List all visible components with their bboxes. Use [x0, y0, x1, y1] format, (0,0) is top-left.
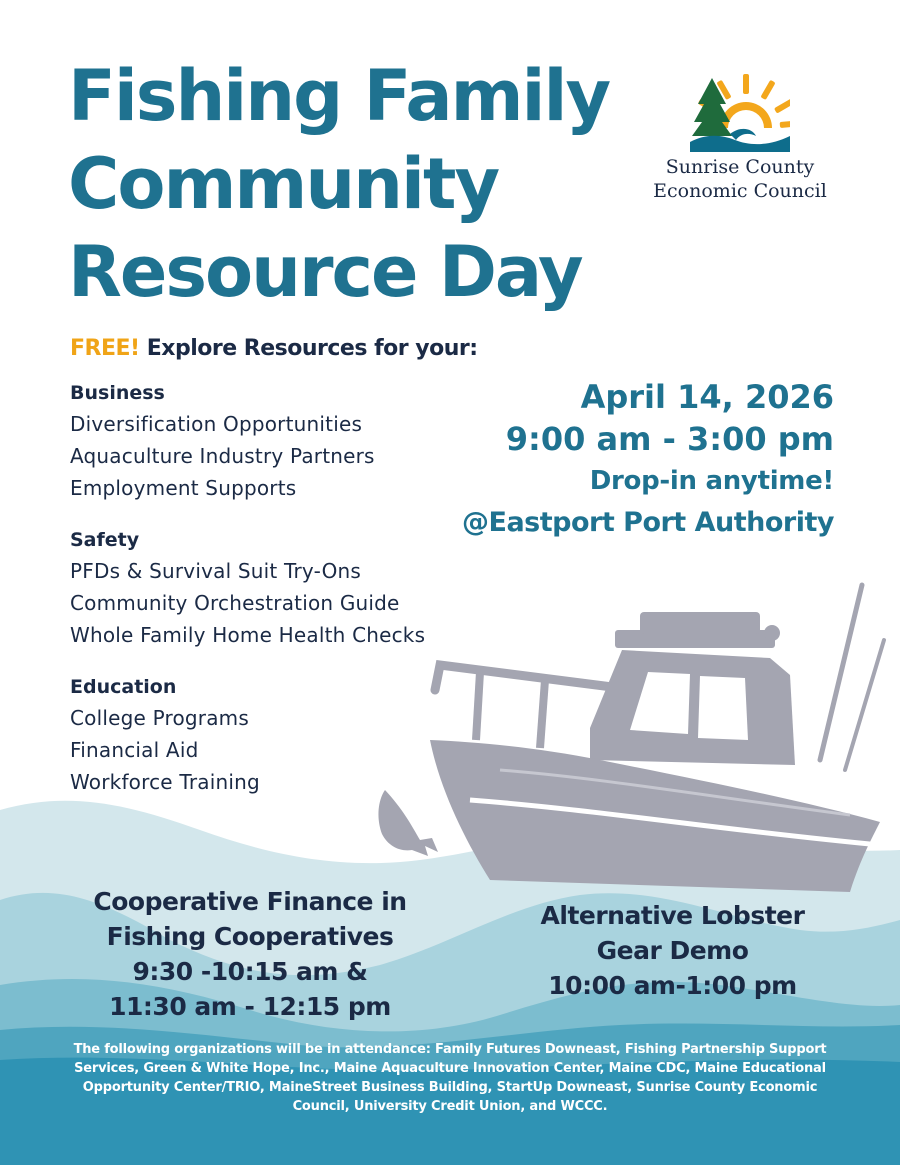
event-details: [462, 376, 834, 544]
list-item: Diversification Opportunities: [70, 412, 363, 436]
organization-name: [640, 155, 840, 203]
session-line: 11:30 am - 12:15 pm: [109, 992, 391, 1021]
organization-logo: [640, 70, 840, 210]
list-item: College Programs: [70, 706, 249, 730]
organization-name-line: Sunrise County: [665, 156, 815, 178]
list-item: Workforce Training: [70, 770, 260, 794]
event-time: 9:00 am - 3:00 pm: [505, 420, 834, 458]
page-title: [68, 52, 668, 316]
session-line: Fishing Cooperatives: [106, 922, 394, 951]
session-lobster-gear-demo: [500, 898, 845, 1003]
list-item: Employment Supports: [70, 476, 297, 500]
explore-text: Explore Resources for your:: [146, 336, 478, 361]
event-venue: @Eastport Port Authority: [462, 507, 834, 538]
list-item: Community Orchestration Guide: [70, 591, 400, 615]
title-line: Resource Day: [68, 231, 582, 313]
fish-icon: [378, 790, 438, 856]
list-item: Aquaculture Industry Partners: [70, 444, 375, 468]
title-line: Community: [68, 143, 499, 225]
category-heading: Education: [70, 676, 177, 698]
explore-heading: [70, 336, 478, 361]
title-line: Fishing Family: [68, 55, 610, 137]
organizations-list: The following organizations will be in attendance: Family Futures Downeast, Fishing Partnership Support Services, Green & White Hope, Inc., Maine Aquaculture Innovation Center, Maine CDC, Maine Educational Opportunity Center/TRIO, MaineStreet Business Building, StartUp Downeast, Sunrise County Economic Council, University Credit Union, and WCCC.: [73, 1042, 827, 1114]
free-label: FREE!: [70, 336, 140, 361]
session-line: Cooperative Finance in: [93, 887, 407, 916]
category-business: [70, 378, 490, 504]
session-line: 9:30 -10:15 am &: [132, 957, 368, 986]
session-line: 10:00 am-1:00 pm: [548, 971, 797, 1000]
organization-name-line: Economic Council: [653, 180, 827, 202]
session-cooperative-finance: [60, 884, 440, 1024]
category-education: [70, 672, 490, 798]
event-dropin: Drop-in anytime!: [589, 466, 834, 496]
list-item: PFDs & Survival Suit Try-Ons: [70, 559, 362, 583]
session-line: Gear Demo: [596, 936, 749, 965]
category-safety: [70, 525, 490, 651]
list-item: Financial Aid: [70, 738, 199, 762]
fishing-boat-icon: [430, 585, 884, 892]
session-line: Alternative Lobster: [540, 901, 805, 930]
category-heading: Business: [70, 382, 165, 404]
category-heading: Safety: [70, 529, 140, 551]
list-item: Whole Family Home Health Checks: [70, 623, 426, 647]
sun-tree-wave-logo-icon: [690, 70, 790, 152]
event-date: April 14, 2026: [580, 378, 834, 416]
